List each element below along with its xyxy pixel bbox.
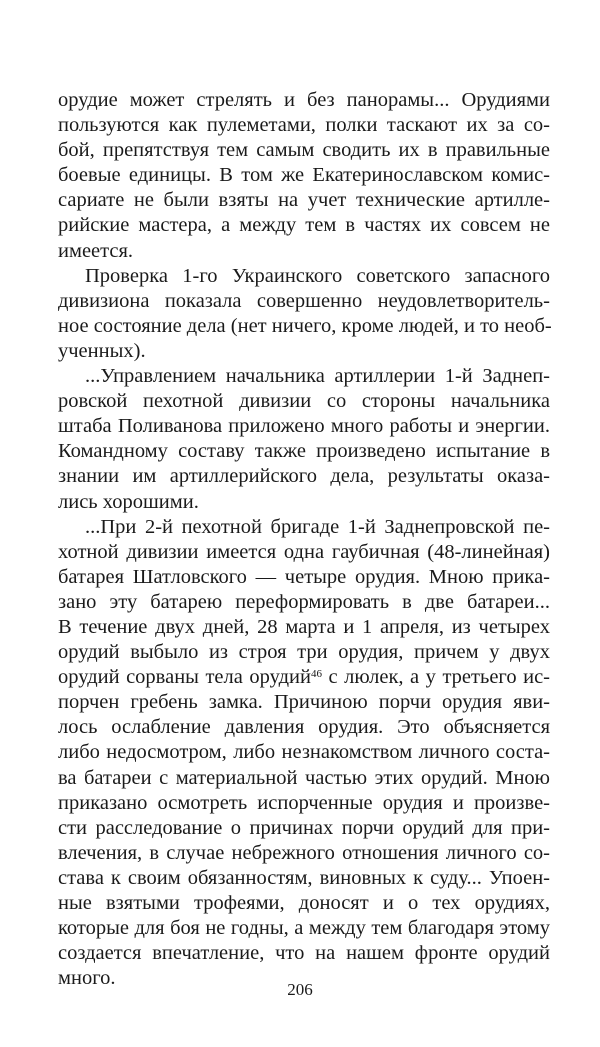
text-line: бой, препятствуя тем самым сводить их в правильные bbox=[58, 139, 550, 162]
text-line: ровской пехотной дивизии со стороны начальника bbox=[58, 390, 550, 413]
text-line: либо недосмотром, либо незнакомством личного соста- bbox=[58, 741, 550, 764]
text-line: влечения, в случае небрежного отношения личного со- bbox=[58, 841, 550, 864]
text-line: знании им артиллерийского дела, результаты оказа- bbox=[58, 465, 550, 488]
text-line: ...При 2-й пехотной бригаде 1-й Заднепровской пе- bbox=[85, 515, 550, 538]
paragraph-1 bbox=[58, 88, 550, 264]
text-line: ученных). bbox=[58, 339, 146, 362]
text-line: лось ослабление давления орудия. Это объясняется bbox=[58, 716, 550, 739]
text-line: ные взятыми трофеями, доносят и о тех орудиях, bbox=[58, 892, 550, 914]
text-line: става к своим обязанностям, виновных к суду... Упоен- bbox=[58, 866, 550, 889]
text-line: которые для боя не годны, а между тем благодаря этому bbox=[58, 917, 550, 940]
text-line: рийские мастера, а между тем в частях их совсем не bbox=[58, 214, 550, 237]
text-line: ...Управлением начальника артиллерии 1-й Заднеп- bbox=[85, 365, 550, 388]
text-line: Проверка 1-го Украинского советского запасного bbox=[85, 264, 550, 287]
text-line: орудий выбыло из строя три орудия, причем у двух bbox=[58, 641, 550, 664]
text-line: ва батареи с материальной частью этих орудий. Мною bbox=[58, 766, 550, 789]
text-line: имеется. bbox=[58, 239, 134, 262]
text-line: Командному составу также произведено испытание в bbox=[58, 440, 550, 463]
text-line: приказано осмотреть испорченные орудия и произве- bbox=[58, 791, 550, 814]
text-line: батарея Шатловского — четыре орудия. Мною прика- bbox=[58, 565, 550, 588]
text-line: много. bbox=[58, 967, 116, 990]
text-line: ное состояние дела (нет ничего, кроме людей, и то необ- bbox=[58, 314, 552, 337]
text-line: дивизиона показала совершенно неудовлетворитель- bbox=[58, 289, 550, 312]
text-line: лись хорошими. bbox=[58, 490, 199, 513]
page-number: 206 bbox=[287, 980, 313, 999]
paragraph-2 bbox=[58, 264, 550, 364]
text-line: хотной дивизии имеется одна гаубичная (48-линейная) bbox=[58, 540, 550, 563]
text-line: пользуются как пулеметами, полки таскают их за со- bbox=[58, 114, 550, 137]
footnote-reference[interactable]: 46 bbox=[310, 668, 322, 681]
document-page bbox=[58, 88, 550, 991]
text-segment: орудий сорваны тела орудий bbox=[58, 666, 311, 689]
text-segment: с люлек, а у третьего ис- bbox=[321, 666, 550, 689]
text-line: орудие может стрелять и без панорамы... Орудиями bbox=[58, 89, 550, 111]
text-line: штаба Поливанова приложено много работы и энергии. bbox=[58, 415, 550, 438]
text-line: сти расследование о причинах порчи орудий для при- bbox=[58, 816, 550, 839]
text-line: создается впечатление, что на нашем фронте орудий bbox=[58, 942, 550, 965]
text-line: В течение двух дней, 28 марта и 1 апреля, из четырех bbox=[58, 615, 550, 638]
text-line: боевые единицы. В том же Екатеринославском комис- bbox=[58, 164, 550, 187]
text-line: порчен гребень замка. Причиною порчи орудия яви- bbox=[58, 691, 550, 714]
paragraph-3 bbox=[58, 364, 550, 515]
text-line: зано эту батарею переформировать в две батареи... bbox=[58, 590, 550, 613]
paragraph-4 bbox=[58, 515, 550, 992]
text-line: сариате не были взяты на учет технические артилле- bbox=[58, 189, 550, 212]
text-line-with-footnote bbox=[58, 665, 550, 690]
